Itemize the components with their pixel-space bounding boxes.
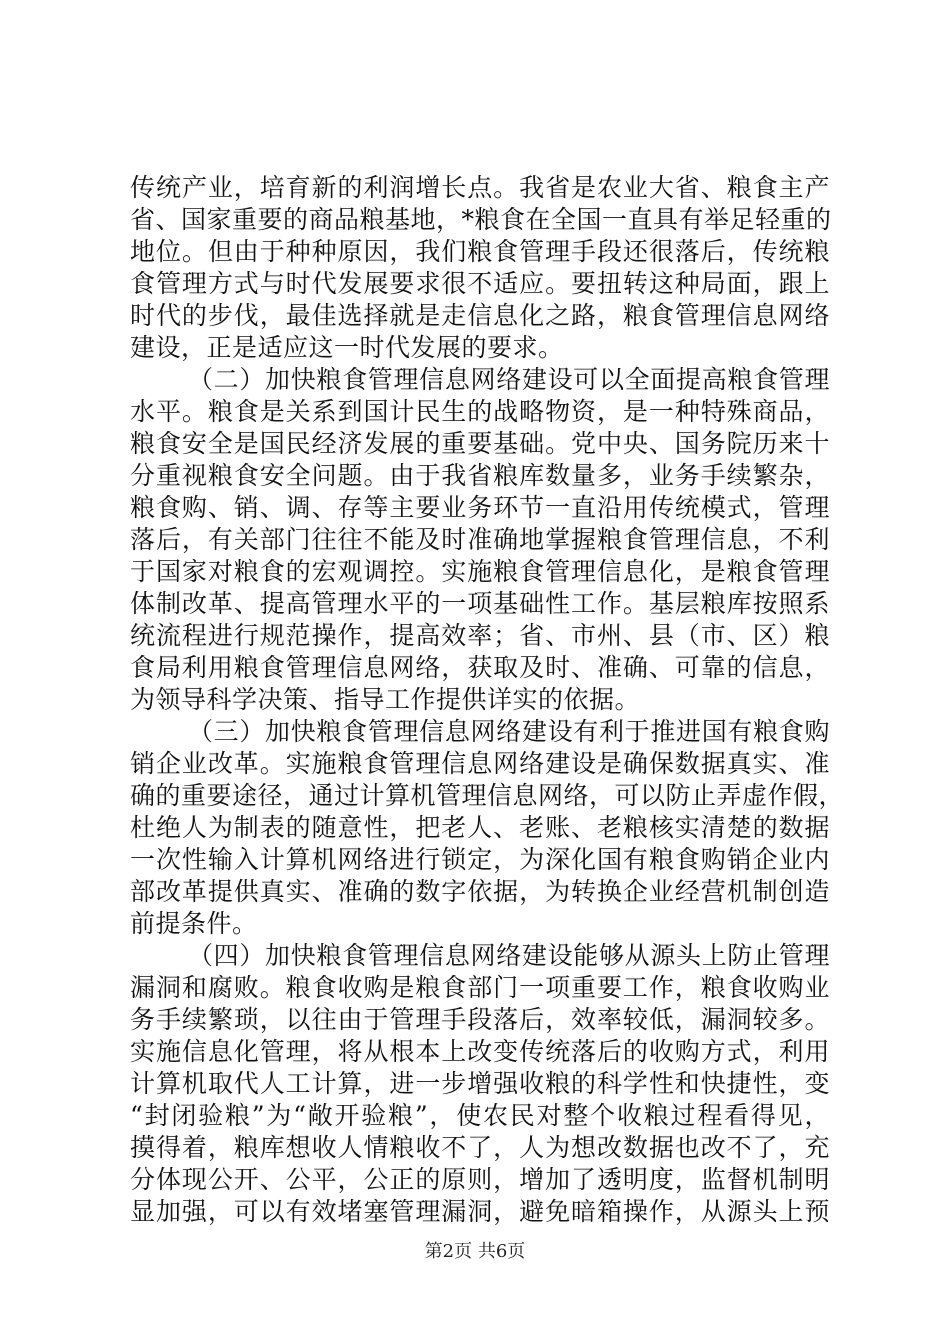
text-line: 务手续繁琐，以往由于管理手段落后，效率较低，漏洞较多。 (130, 1005, 830, 1034)
text-line: 粮食安全是国民经济发展的重要基础。党中央、国务院历来十 (130, 429, 830, 458)
text-line: “封闭验粮”为“敞开验粮”，使农民对整个收粮过程看得见， (130, 1101, 830, 1130)
text-line: 计算机取代人工计算，进一步增强收粮的科学性和快捷性，变 (130, 1069, 830, 1098)
text-line: 建设，正是适应这一时代发展的要求。 (130, 333, 564, 362)
text-line: 于国家对粮食的宏观调控。实施粮食管理信息化，是粮食管理 (130, 557, 830, 586)
text-line: 传统产业，培育新的利润增长点。我省是农业大省、粮食主产 (130, 173, 830, 202)
body-text (130, 172, 845, 1228)
text-line: 分重视粮食安全问题。由于我省粮库数量多，业务手续繁杂， (130, 461, 830, 490)
text-line: 销企业改革。实施粮食管理信息网络建设是确保数据真实、准 (130, 749, 830, 778)
text-line: （二）加快粮食管理信息网络建设可以全面提高粮食管理 (188, 365, 830, 394)
text-line: 地位。但由于种种原因，我们粮食管理手段还很落后，传统粮 (130, 237, 830, 266)
page-footer: 第2页 共6页 (424, 1241, 526, 1262)
text-line: 确的重要途径，通过计算机管理信息网络，可以防止弄虚作假， (130, 781, 845, 810)
text-line: 时代的步伐，最佳选择就是走信息化之路，粮食管理信息网络 (130, 301, 830, 330)
text-line: 粮食购、销、调、存等主要业务环节一直沿用传统模式，管理 (130, 493, 830, 522)
text-line: （四）加快粮食管理信息网络建设能够从源头上防止管理 (188, 941, 830, 970)
text-line: 体制改革、提高管理水平的一项基础性工作。基层粮库按照系 (130, 589, 830, 618)
text-line: 水平。粮食是关系到国计民生的战略物资，是一种特殊商品， (130, 397, 830, 426)
text-line: 显加强，可以有效堵塞管理漏洞，避免暗箱操作，从源头上预 (130, 1197, 830, 1226)
text-line: 部改革提供真实、准确的数字依据，为转换企业经营机制创造 (130, 877, 830, 906)
text-line: 一次性输入计算机网络进行锁定，为深化国有粮食购销企业内 (130, 845, 830, 874)
text-line: 统流程进行规范操作，提高效率；省、市州、县（市、区）粮 (130, 621, 830, 650)
text-line: 摸得着，粮库想收人情粮收不了，人为想改数据也改不了，充 (130, 1133, 830, 1162)
text-line: 实施信息化管理，将从根本上改变传统落后的收购方式，利用 (130, 1037, 830, 1066)
text-line: 食局利用粮食管理信息网络，获取及时、准确、可靠的信息， (130, 653, 830, 682)
text-line: 分体现公开、公平，公正的原则，增加了透明度，监督机制明 (130, 1165, 830, 1194)
text-line: 食管理方式与时代发展要求很不适应。要扭转这种局面，跟上 (130, 269, 830, 298)
text-line: 省、国家重要的商品粮基地，*粮食在全国一直具有举足轻重的 (130, 205, 832, 234)
text-line: 为领导科学决策、指导工作提供详实的依据。 (130, 685, 641, 714)
text-line: （三）加快粮食管理信息网络建设有利于推进国有粮食购 (188, 717, 830, 746)
text-line: 落后，有关部门往往不能及时准确地掌握粮食管理信息，不利 (130, 525, 830, 554)
text-line: 前提条件。 (130, 909, 258, 938)
text-line: 杜绝人为制表的随意性，把老人、老账、老粮核实清楚的数据 (130, 813, 830, 842)
text-line: 漏洞和腐败。粮食收购是粮食部门一项重要工作，粮食收购业 (130, 973, 830, 1002)
